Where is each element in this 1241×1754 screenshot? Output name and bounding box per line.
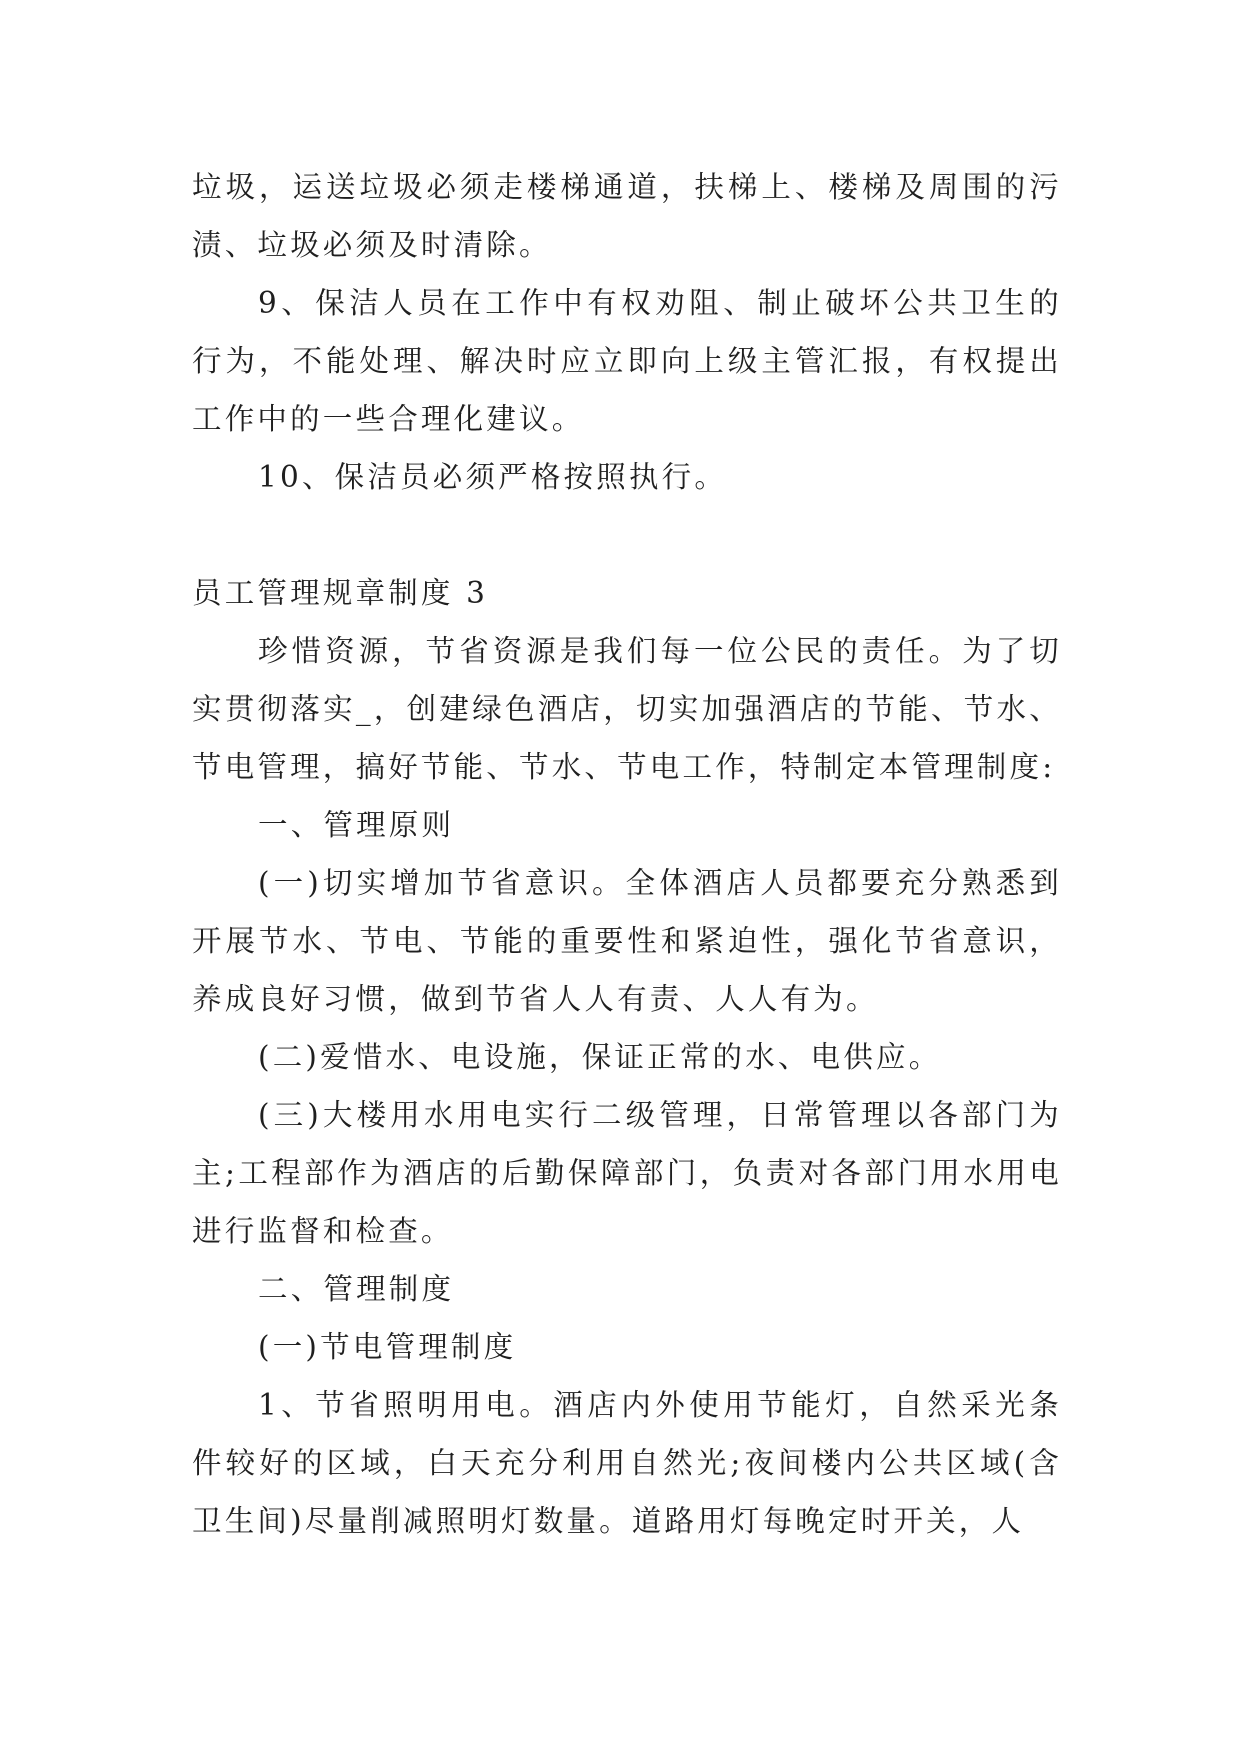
section-heading: 员工管理规章制度 3 — [192, 576, 489, 610]
paragraph-principle-2: (二)爱惜水、电设施，保证正常的水、电供应。 — [258, 1040, 942, 1074]
paragraph-rule-10: 10、保洁员必须严格按照执行。 — [258, 460, 728, 494]
subheading-electricity-system: (一)节电管理制度 — [258, 1330, 517, 1364]
subheading-principles: 一、管理原则 — [258, 808, 455, 842]
subheading-management-system: 二、管理制度 — [258, 1272, 455, 1306]
paragraph-principle-1: (一)切实增加节省意识。全体酒店人员都要充分熟悉到开展节水、节电、节能的重要性和紧迫性，强化节省意识，养成良好习惯，做到节省人人有责、人人有为。 — [192, 866, 1062, 1016]
paragraph-rule-9: 9、保洁人员在工作中有权劝阻、制止破坏公共卫生的行为，不能处理、解决时应立即向上级主管汇报，有权提出工作中的一些合理化建议。 — [192, 286, 1062, 436]
paragraph-intro: 珍惜资源，节省资源是我们每一位公民的责任。为了切实贯彻落实_，创建绿色酒店，切实加强酒店的节能、节水、节电管理，搞好节能、节水、节电工作，特制定本管理制度: — [192, 634, 1062, 784]
paragraph-cleaning-stairs: 垃圾，运送垃圾必须走楼梯通道，扶梯上、楼梯及周围的污渍、垃圾必须及时清除。 — [192, 170, 1062, 262]
document-body — [192, 158, 1062, 1550]
paragraph-principle-3: (三)大楼用水用电实行二级管理，日常管理以各部门为主;工程部作为酒店的后勤保障部门，负责对各部门用水用电进行监督和检查。 — [192, 1098, 1062, 1248]
paragraph-lighting-rule: 1、节省照明用电。酒店内外使用节能灯，自然采光条件较好的区域，白天充分利用自然光;夜间楼内公共区域(含卫生间)尽量削减照明灯数量。道路用灯每晚定时开关，人 — [192, 1388, 1062, 1538]
